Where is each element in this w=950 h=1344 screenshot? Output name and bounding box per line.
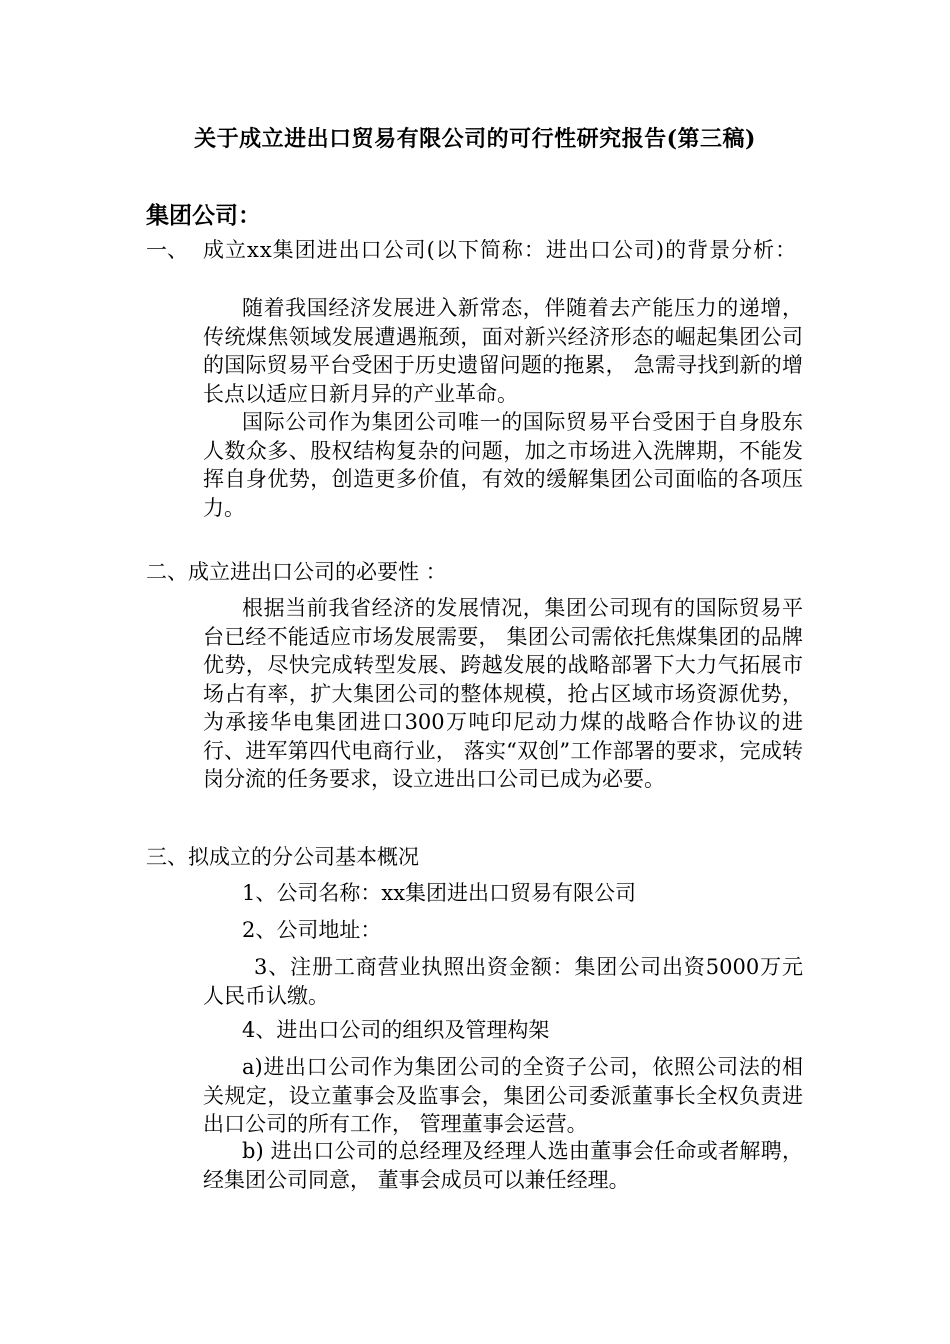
section3-item-4: 4、进出口公司的组织及管理构架 <box>242 1018 550 1042</box>
document-title: 关于成立进出口贸易有限公司的可行性研究报告(第三稿) <box>194 126 756 152</box>
section1-paragraph-1: 随着我国经济发展进入新常态，伴随着去产能压力的递增，传统煤焦领域发展遭遇瓶颈，面对新兴经济形态的崛起集团公司的国际贸易平台受困于历史遗留问题的拖累， 急需寻找到新的增长点以适应日新月异的产业革命。 <box>203 296 803 406</box>
section3-item-3: 3、注册工商营业执照出资金额：集团公司出资5000万元人民币认缴。 <box>203 955 803 1008</box>
section1-heading: 成立xx集团进出口公司(以下简称：进出口公司)的背景分析： <box>203 238 798 262</box>
salutation: 集团公司： <box>146 202 261 229</box>
section3-item-2: 2、公司地址： <box>242 918 382 942</box>
section1-paragraph-2: 国际公司作为集团公司唯一的国际贸易平台受困于自身股东人数众多、股权结构复杂的问题，加之市场进入洗牌期，不能发挥自身优势，创造更多价值，有效的缓解集团公司面临的各项压力。 <box>203 410 803 520</box>
section2-heading: 二、成立进出口公司的必要性 ： <box>146 560 447 584</box>
section3-item-1: 1、公司名称：xx集团进出口贸易有限公司 <box>242 881 637 905</box>
section3-item-4a: a)进出口公司作为集团公司的全资子公司，依照公司法的相关规定，设立董事会及监事会，集团公司委派董事长全权负责进出口公司的所有工作， 管理董事会运营。 <box>203 1055 803 1136</box>
section2-paragraph: 根据当前我省经济的发展情况，集团公司现有的国际贸易平台已经不能适应市场发展需要， 集团公司需依托焦煤集团的品牌优势，尽快完成转型发展、跨越发展的战略部署下大力气拓展市场占有率，扩大集团公司的整体规模，抢占区域市场资源优势， 为承接华电集团进口300万吨印尼动力煤的战略合作协议的进行、进军第四代电商行业， 落实“双创”工作部署的要求，完成转岗分流的任务要求，设立进出口公司已成为必要。 <box>203 596 803 791</box>
section3-heading: 三、拟成立的分公司基本概况 <box>146 845 419 869</box>
section1-number: 一、 <box>146 238 188 262</box>
section3-item-4b: b) 进出口公司的总经理及经理人选由董事会任命或者解聘， 经集团公司同意， 董事会成员可以兼任经理。 <box>203 1139 803 1192</box>
